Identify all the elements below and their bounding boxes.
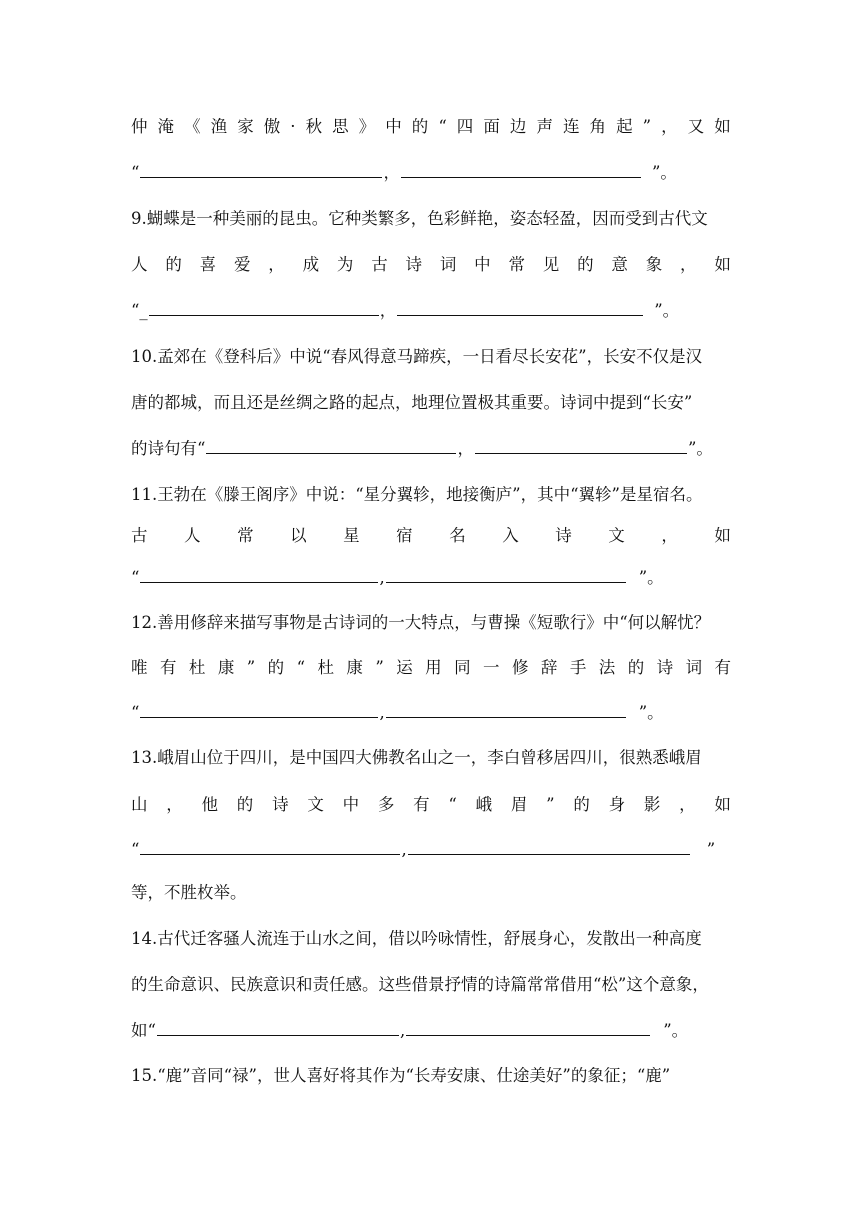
char: ” (375, 658, 384, 677)
char: 影 (643, 795, 661, 814)
answer-blank[interactable] (140, 699, 378, 718)
char: 有 (413, 795, 430, 814)
char: 诗 (656, 658, 674, 677)
char: 家 (237, 117, 254, 136)
char: 喜 (199, 255, 217, 274)
char: ， (679, 795, 696, 814)
q9-blanks: “_ ， ”。 (131, 295, 731, 327)
char: 秋 (305, 117, 323, 136)
line-2-blanks: “ ， ”。 (131, 157, 731, 189)
char: 手 (569, 658, 587, 677)
q12-blanks: “ , ”。 (131, 697, 731, 729)
char: 古 (371, 255, 388, 274)
char: 面 (483, 117, 500, 136)
char: 诗 (272, 795, 289, 814)
char: ” (246, 658, 256, 677)
char: “ (296, 658, 305, 677)
char: 身 (608, 795, 626, 814)
char: 杜 (317, 658, 334, 677)
char: “ (438, 117, 447, 136)
char: 仲 (131, 117, 148, 136)
q12-line-2 (131, 652, 731, 684)
char: 如 (714, 117, 731, 136)
answer-blank[interactable] (140, 836, 400, 855)
char: 中 (342, 795, 360, 814)
char: 诗 (555, 526, 572, 545)
char: 辞 (540, 658, 558, 677)
char: 的 (411, 117, 429, 136)
char: 成 (302, 255, 320, 274)
answer-blank[interactable] (206, 435, 456, 454)
char: 连 (562, 117, 580, 136)
answer-blank[interactable] (386, 699, 626, 718)
char: 的 (236, 795, 254, 814)
char: 唯 (131, 658, 148, 677)
char: ” (642, 117, 652, 136)
char: 文 (608, 526, 625, 545)
char: 如 (714, 255, 731, 274)
char: 运 (396, 658, 413, 677)
q13-line-4: 等，不胜枚举。 (131, 883, 247, 902)
char: 常 (508, 255, 525, 274)
q13-line-2 (131, 789, 731, 821)
char: 法 (598, 658, 616, 677)
answer-blank[interactable] (157, 1017, 399, 1036)
char: 杜 (188, 658, 206, 677)
char: 他 (201, 795, 219, 814)
char: 中 (385, 117, 402, 136)
char: 古 (131, 526, 148, 545)
char: ” (546, 795, 555, 814)
char: 的 (627, 658, 645, 677)
answer-blank[interactable] (140, 564, 378, 583)
q14-line-1: 14.古代迁客骚人流连于山水之间，借以吟咏情性，舒展身心，发散出一种高度 (131, 929, 702, 948)
answer-blank[interactable] (401, 159, 641, 178)
q14-line-2: 的生命意识、民族意识和责任感。这些借景抒情的诗篇常常借用“松”这个意象， (131, 975, 709, 994)
q10-blanks: 的诗句有“ ， ”。 (131, 433, 731, 465)
q11-blanks: “ , ”。 (131, 562, 731, 594)
char: 康 (217, 658, 235, 677)
q9-line-1: 9.蝴蝶是一种美丽的昆虫。它种类繁多，色彩鲜艳，姿态轻盈，因而受到古代文 (131, 209, 708, 228)
char: 渔 (210, 117, 228, 136)
char: 康 (346, 658, 363, 677)
char: 一 (483, 658, 500, 677)
q10-line-1: 10.孟郊在《登科后》中说“春风得意马蹄疾，一日看尽长安花”，长安不仅是汉 (131, 347, 703, 366)
answer-blank[interactable] (386, 564, 626, 583)
char: 《 (184, 117, 201, 136)
q13-line-1: 13.峨眉山位于四川，是中国四大佛教名山之一，李白曾移居四川，很熟悉峨眉 (131, 748, 702, 767)
char: 中 (474, 255, 491, 274)
q10-line-2: 唐的都城，而且还是丝绸之路的起点，地理位置极其重要。诗词中提到“长安” (131, 393, 693, 412)
char: 傲 (263, 117, 281, 136)
char: 的 (577, 255, 594, 274)
answer-blank[interactable] (149, 297, 379, 316)
char: 有 (159, 658, 177, 677)
char: ， (268, 255, 285, 274)
char: 名 (449, 526, 466, 545)
char: 常 (237, 526, 254, 545)
char: · (290, 117, 296, 136)
q11-line-2 (131, 520, 731, 552)
char: 同 (454, 658, 471, 677)
q13-blanks: “ , ” (131, 834, 731, 866)
answer-blank[interactable] (397, 297, 643, 316)
char: 修 (511, 658, 529, 677)
char: 如 (714, 795, 731, 814)
char: 声 (536, 117, 553, 136)
answer-blank[interactable] (475, 435, 687, 454)
char: 的 (165, 255, 182, 274)
char: 有 (714, 658, 731, 677)
q14-blanks: 如“ , ”。 (131, 1015, 731, 1047)
char: 入 (502, 526, 519, 545)
char: 象 (645, 255, 663, 274)
q15-line-1: 15.“鹿”音同“禄”，世人喜好将其作为“长寿安康、仕途美好”的象征；“鹿” (131, 1066, 671, 1085)
answer-blank[interactable] (406, 1017, 650, 1036)
char: 边 (509, 117, 527, 136)
char: 人 (131, 255, 148, 274)
char: 多 (377, 795, 395, 814)
answer-blank[interactable] (140, 159, 382, 178)
char: 四 (456, 117, 474, 136)
q9-line-2 (131, 249, 731, 281)
char: 为 (336, 255, 354, 274)
char: 的 (267, 658, 285, 677)
char: 起 (616, 117, 633, 136)
char: 的 (573, 795, 590, 814)
line-1 (131, 111, 731, 143)
char: 见 (542, 255, 560, 274)
char: 峨 (475, 795, 493, 814)
q11-line-1: 11.王勃在《滕王阁序》中说：“星分翼轸，地接衡庐”，其中“翼轸”是星宿名。 (131, 485, 703, 504)
answer-blank[interactable] (408, 836, 690, 855)
char: 如 (714, 526, 731, 545)
char: 意 (611, 255, 628, 274)
char: 山 (131, 795, 148, 814)
char: 以 (290, 526, 307, 545)
char: 淹 (157, 117, 175, 136)
char: ， (166, 795, 183, 814)
char: 爱 (233, 255, 251, 274)
char: 词 (685, 658, 703, 677)
char: 宿 (396, 526, 413, 545)
char: 又 (687, 117, 705, 136)
char: 用 (425, 658, 442, 677)
char: 文 (307, 795, 324, 814)
char: ， (661, 526, 678, 545)
q12-line-1: 12.善用修辞来描写事物是古诗词的一大特点，与曹操《短歌行》中“何以解忧？ (131, 613, 711, 632)
char: 词 (439, 255, 457, 274)
char: 人 (184, 526, 201, 545)
char: ， (661, 117, 678, 136)
char: 角 (589, 117, 607, 136)
char: 诗 (405, 255, 422, 274)
char: 》 (358, 117, 376, 136)
char: ， (680, 255, 697, 274)
char: 星 (343, 526, 360, 545)
char: “ (448, 795, 457, 814)
char: 思 (332, 117, 349, 136)
char: 眉 (510, 795, 528, 814)
